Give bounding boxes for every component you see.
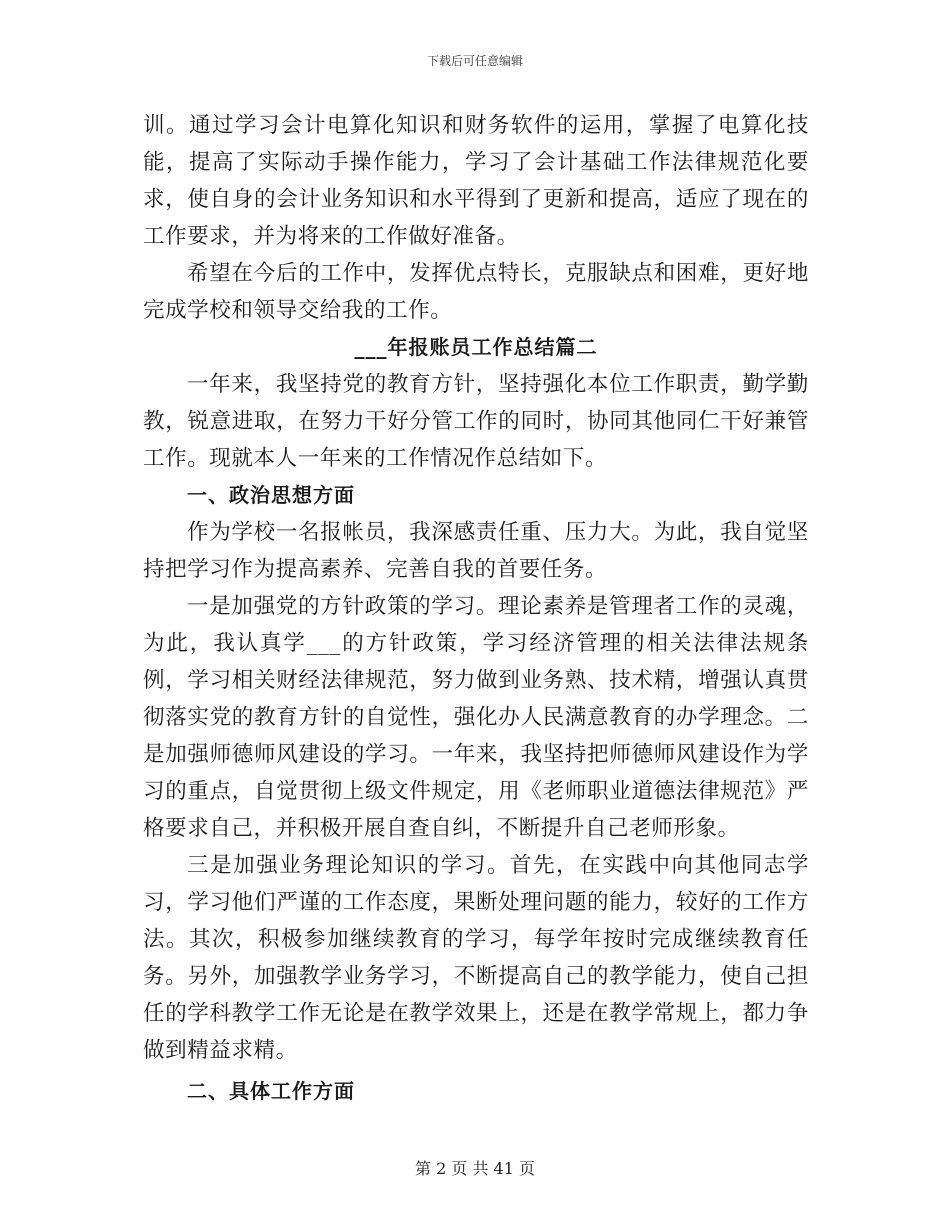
heading-specific-work: 二、具体工作方面 [187, 1079, 355, 1103]
paragraph-continuation: 训。通过学习会计电算化知识和财务软件的运用，掌握了电算化技能，提高了实际动手操作能力，学习了会计基础工作法律规范化要求，使自身的会计业务知识和水平得到了更新和提高，适应了现在的工作要求，并为将来的工作做好准备。 [143, 113, 809, 249]
paragraph-business-study: 三是加强业务理论知识的学习。首先，在实践中向其他同志学习，学习他们严谨的工作态度，果断处理问题的能力，较好的工作方法。其次，积极参加继续教育的学习，每学年按时完成继续教育任务。另外，加强教学业务学习，不断提高自己的教学能力，使自己担任的学科教学工作无论是在教学效果上，还是在教学常规上，都力争做到精益求精。 [143, 853, 809, 1063]
page-header: 下载后可任意编辑 [426, 54, 523, 68]
paragraph-role: 作为学校一名报帐员，我深感责任重、压力大。为此，我自觉坚持把学习作为提高素养、完善自我的首要任务。 [143, 520, 809, 582]
heading-political-thought: 一、政治思想方面 [187, 483, 355, 507]
paragraph-hope: 希望在今后的工作中，发挥优点特长，克服缺点和困难，更好地完成学校和领导交给我的工作。 [143, 261, 809, 323]
paragraph-policy-study: 一是加强党的方针政策的学习。理论素养是管理者工作的灵魂，为此，我认真学___的方针政策，学习经济管理的相关法律法规条例，学习相关财经法律规范，努力做到业务熟、技术精，增强认真贯彻落实党的教育方针的自觉性，强化办人民满意教育的办学理念。二是加强师德师风建设的学习。一年来，我坚持把师德师风建设作为学习的重点，自觉贯彻上级文件规定，用《老师职业道德法律规范》严格要求自己，并积极开展自查自纠，不断提升自己老师形象。 [143, 594, 809, 841]
section-title: ___年报账员工作总结篇二 [354, 335, 598, 359]
paragraph-intro: 一年来，我坚持党的教育方针，坚持强化本位工作职责，勤学勤教，锐意进取，在努力干好分管工作的同时，协同其他同仁干好兼管工作。现就本人一年来的工作情况作总结如下。 [143, 372, 809, 471]
document-body [143, 107, 809, 1110]
page-footer: 第 2 页 共 41 页 [415, 1159, 535, 1178]
